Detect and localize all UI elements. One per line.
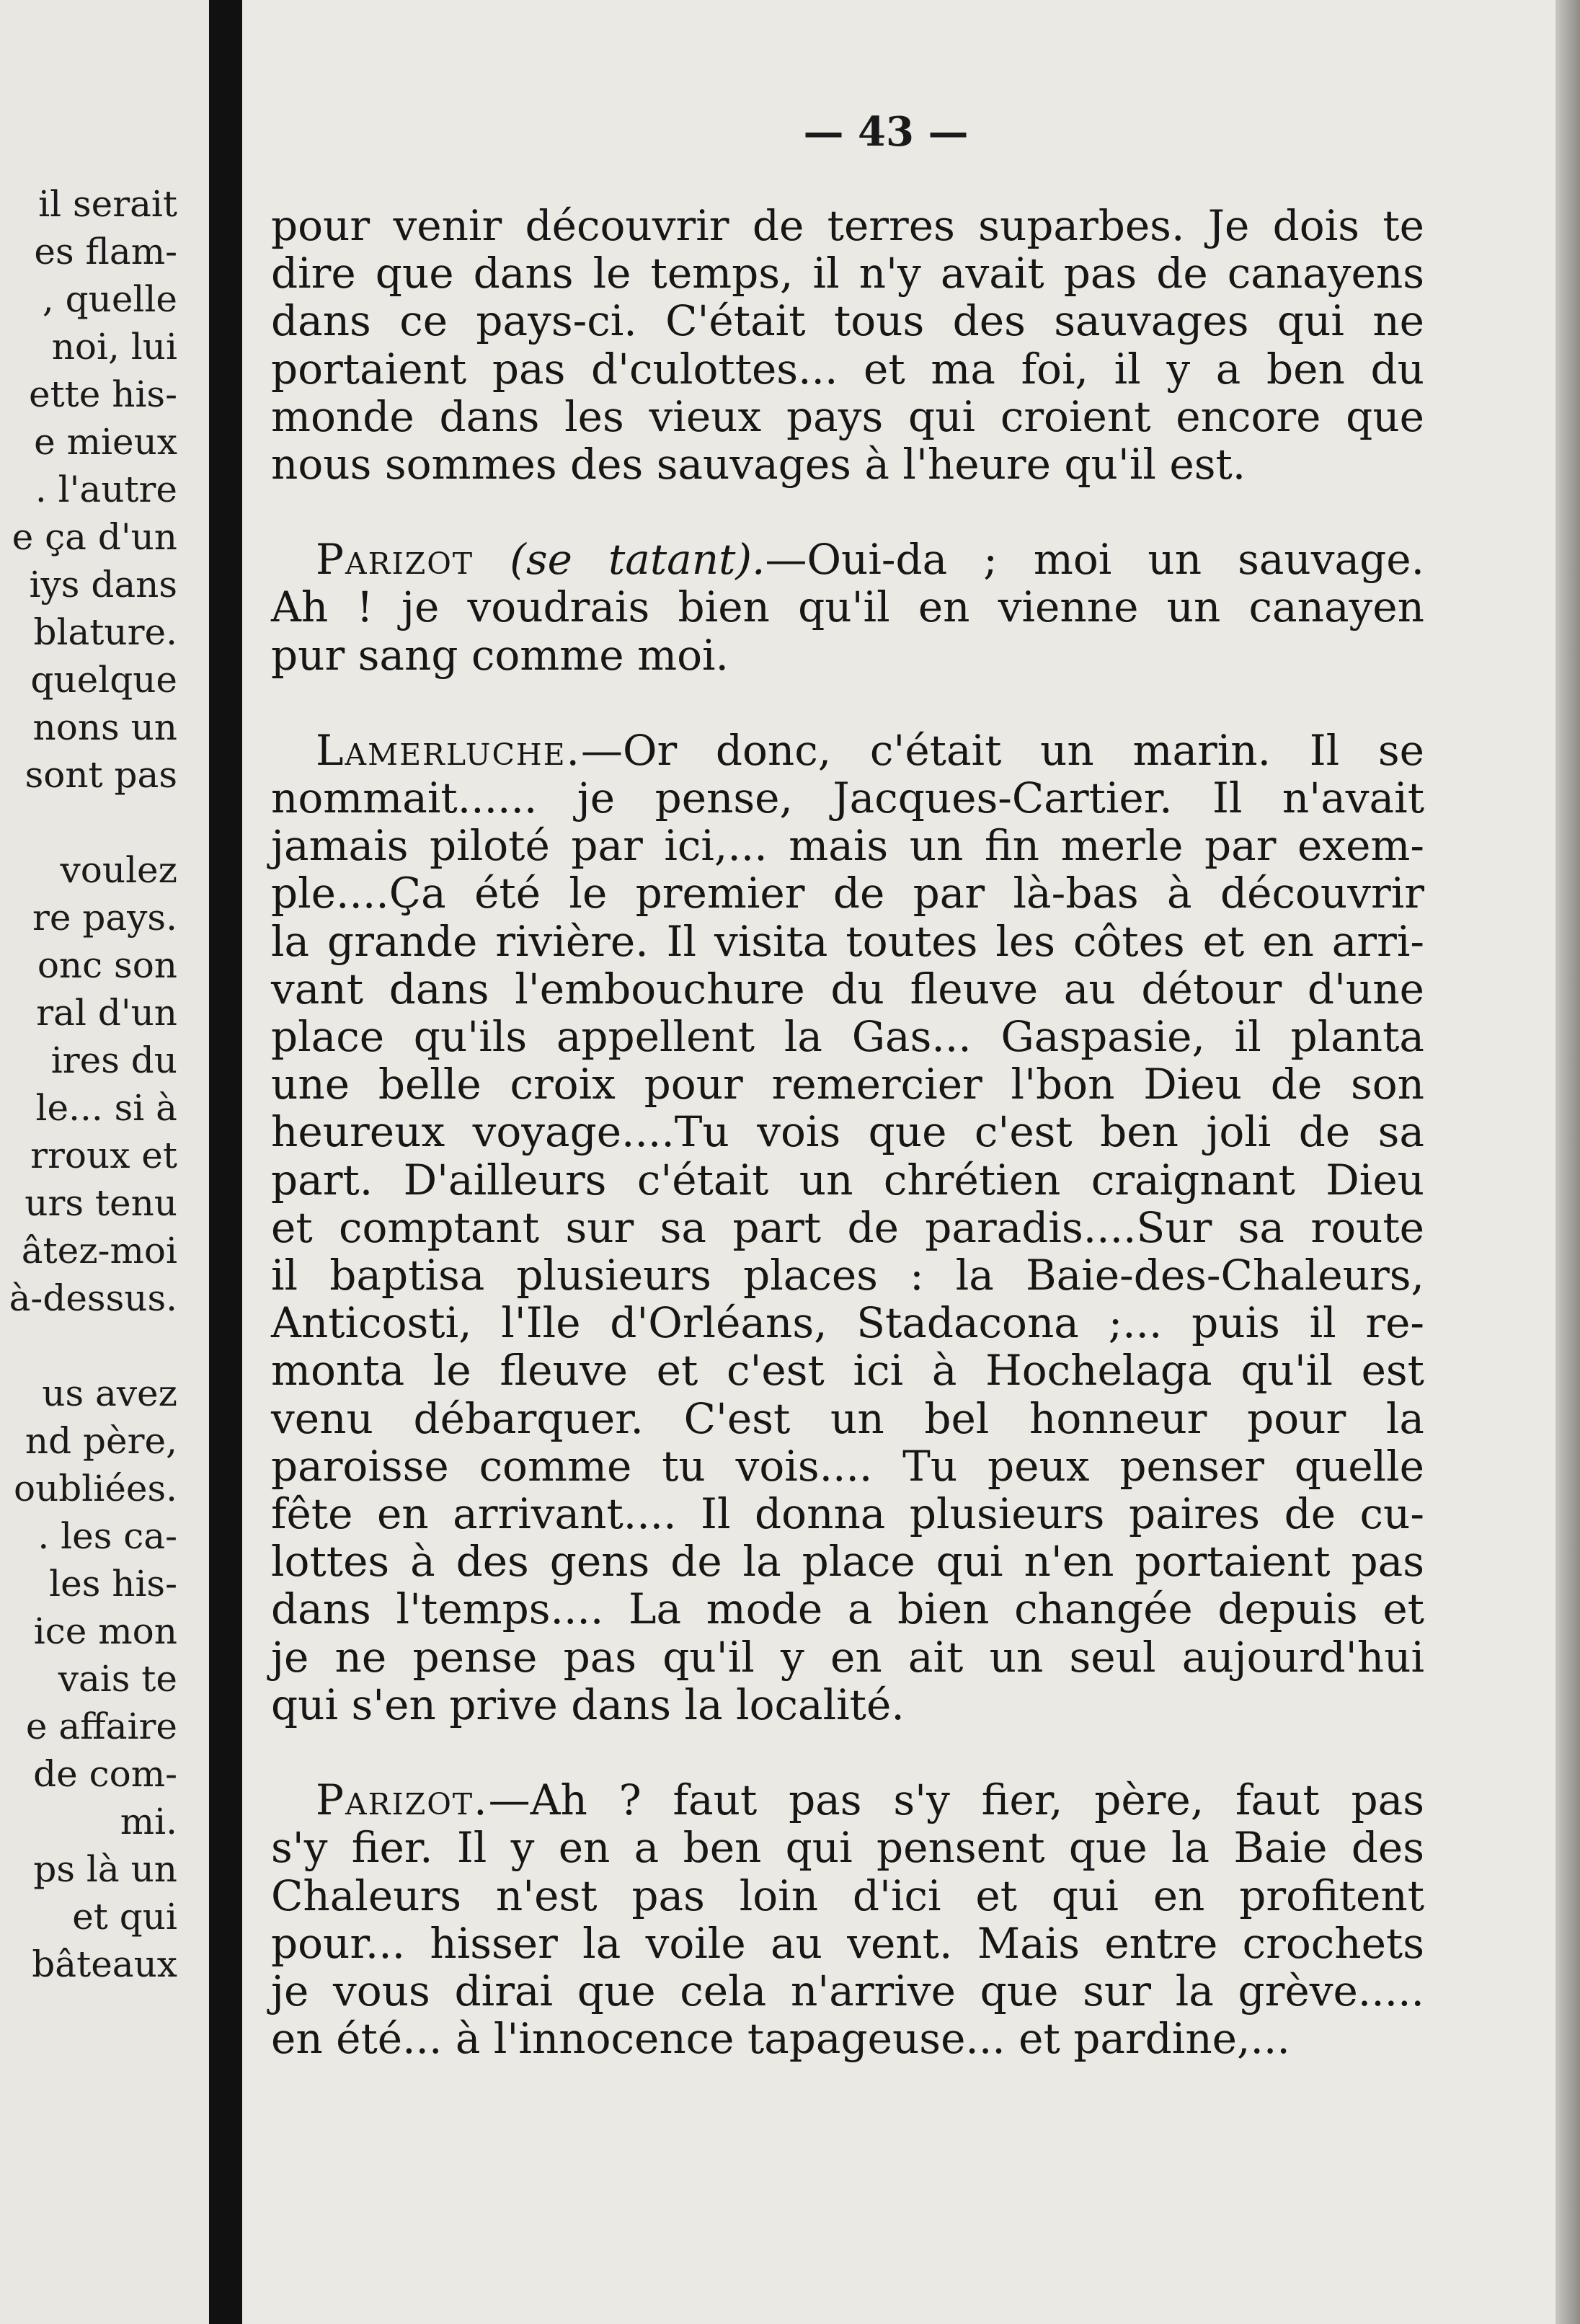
left-page-line: nd père, (25, 1420, 177, 1462)
text-line: dire que dans le temps, il n'y avait pas de canayens (271, 249, 1424, 298)
left-page-line: vais te (58, 1658, 177, 1700)
text-line: Ah ! je voudrais bien qu'il en vienne un canayen (271, 582, 1424, 632)
text-line: je vous dirai que cela n'arrive que sur la grève..... (271, 1966, 1424, 2015)
left-page-line: le... si à (35, 1087, 177, 1129)
left-page-line: quelque (30, 659, 177, 701)
text-line: pour venir découvrir de terres suparbes. Je dois te (271, 201, 1424, 250)
text-line: venu débarquer. C'est un bel honneur pour la (271, 1393, 1424, 1443)
text-line: et comptant sur sa part de paradis....Sur sa route (271, 1202, 1424, 1252)
left-page-fragment (0, 0, 209, 2324)
left-page-line: sont pas (25, 754, 177, 796)
paragraph (271, 727, 1424, 1729)
left-page-line: à-dessus. (9, 1277, 177, 1319)
paragraph (271, 1776, 1424, 2062)
left-page-line: e affaire (25, 1706, 177, 1747)
left-page-line: ps là un (33, 1848, 177, 1890)
speaker-name: Parizot. (316, 1775, 489, 1825)
left-page-line: les his- (49, 1563, 177, 1605)
left-page-lines (0, 180, 177, 1988)
text-line: une belle croix pour remercier l'bon Dieu de son (271, 1060, 1424, 1109)
text-line: pur sang comme moi. (271, 630, 729, 680)
dialogue-text: —Or donc, c'était un marin. Il se (580, 725, 1424, 775)
text-line: portaient pas d'culottes... et ma foi, il y a ben du (271, 344, 1424, 394)
left-page-line: ice mon (33, 1610, 177, 1652)
stage-direction: (se tatant). (510, 535, 765, 585)
left-page-line: noi, lui (51, 326, 177, 368)
paragraph (271, 202, 1424, 488)
left-page-line: et qui (72, 1896, 177, 1938)
left-page-line: blature. (33, 611, 177, 653)
paragraph-gap (271, 1729, 1424, 1776)
left-page-line: e ça d'un (12, 516, 177, 558)
left-page-line: us avez (42, 1372, 177, 1414)
left-page-line: . l'autre (35, 469, 177, 510)
text-line: fête en arrivant.... Il donna plusieurs paires de cu- (271, 1489, 1424, 1539)
left-page-line: mi. (120, 1801, 177, 1842)
text-line: part. D'ailleurs c'était un chrétien craignant Dieu (271, 1155, 1424, 1205)
text-line: Anticosti, l'Ile d'Orléans, Stadacona ;... puis il re- (271, 1298, 1424, 1348)
text-line: place qu'ils appellent la Gas... Gaspasie, il planta (271, 1012, 1424, 1062)
left-page-line: iys dans (29, 564, 177, 606)
text-line: monta le fleuve et c'est ici à Hochelaga qu'il est (271, 1346, 1424, 1396)
left-page-line: onc son (37, 944, 177, 986)
dialogue-first-line (271, 727, 1424, 774)
text-line: qui s'en prive dans la localité. (271, 1680, 905, 1729)
left-page-line: âtez-moi (21, 1230, 177, 1272)
speaker-name: Lamerluche. (316, 725, 581, 775)
left-page-line: rroux et (30, 1135, 177, 1176)
text-line: je ne pense pas qu'il y en ait un seul aujourd'hui (271, 1632, 1424, 1682)
text-line: nous sommes des sauvages à l'heure qu'il est. (271, 440, 1246, 489)
paragraph (271, 536, 1424, 679)
right-page (242, 0, 1580, 2324)
text-line: il baptisa plusieurs places : la Baie-des-Chaleurs, (271, 1251, 1424, 1300)
left-page-line: ral d'un (36, 992, 177, 1034)
speaker-name: Parizot (316, 535, 474, 585)
text-line: vant dans l'embouchure du fleuve au détour d'une (271, 964, 1424, 1014)
left-page-line: de com- (33, 1753, 177, 1795)
left-page-line: urs tenu (25, 1182, 177, 1224)
text-line: lottes à des gens de la place qui n'en portaient pas (271, 1537, 1424, 1587)
left-page-line: re pays. (32, 897, 177, 939)
text-line: pour... hisser la voile au vent. Mais entre crochets (271, 1918, 1424, 1968)
page-text (271, 202, 1424, 2062)
text-line: jamais piloté par ici,... mais un fin merle par exem- (271, 821, 1424, 871)
text-line: la grande rivière. Il visita toutes les côtes et en arri- (271, 916, 1424, 966)
text-line: Chaleurs n'est pas loin d'ici et qui en profitent (271, 1871, 1424, 1920)
text-line: heureux voyage....Tu vois que c'est ben joli de sa (271, 1107, 1424, 1157)
left-page-line: oubliées. (13, 1468, 177, 1509)
dialogue-first-line (271, 1776, 1424, 1824)
text-line: ple....Ça été le premier de par là-bas à découvrir (271, 869, 1424, 918)
text-line: en été... à l'innocence tapageuse... et pardine,... (271, 2014, 1290, 2064)
dialogue-text: —Oui-da ; moi un sauvage. (765, 535, 1425, 585)
left-page-line: ette his- (28, 373, 177, 415)
left-page-line: il serait (38, 183, 177, 225)
left-page-line: , quelle (42, 278, 177, 320)
book-gutter (209, 0, 242, 2324)
page-edge-shadow (1555, 0, 1580, 2324)
page-number: — 43 — (803, 108, 969, 156)
left-page-line: nons un (32, 706, 177, 748)
dialogue-first-line (271, 536, 1424, 583)
left-page-line: e mieux (34, 421, 177, 463)
text-line: paroisse comme tu vois.... Tu peux penser quelle (271, 1441, 1424, 1491)
left-page-line: es flam- (34, 231, 177, 272)
text-line: dans l'temps.... La mode a bien changée depuis et (271, 1584, 1424, 1634)
text-line: dans ce pays-ci. C'était tous des sauvages qui ne (271, 296, 1424, 346)
text-line: nommait...... je pense, Jacques-Cartier. Il n'avait (271, 773, 1424, 823)
left-page-line: ires du (50, 1039, 177, 1081)
dialogue-text: —Ah ? faut pas s'y fier, père, faut pas (488, 1775, 1424, 1825)
left-page-line: voulez (60, 849, 177, 891)
left-page-line (0, 799, 177, 846)
left-page-line: bâteaux (32, 1943, 177, 1985)
text-line: s'y fier. Il y en a ben qui pensent que la Baie des (271, 1823, 1424, 1873)
paragraph-gap (271, 488, 1424, 536)
left-page-line: . les ca- (37, 1515, 177, 1557)
text-line: monde dans les vieux pays qui croient encore que (271, 391, 1424, 441)
paragraph-gap (271, 679, 1424, 727)
left-page-line (0, 1322, 177, 1370)
